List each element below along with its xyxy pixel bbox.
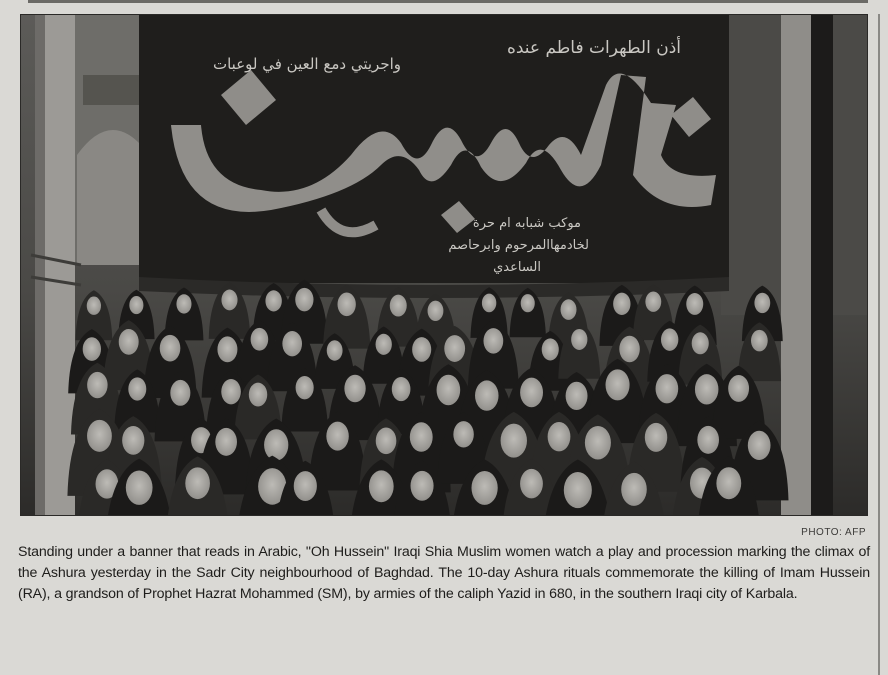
crowd-figure-face — [695, 374, 718, 404]
crowd-figure-face — [344, 375, 365, 403]
crowd-figure-face — [376, 334, 392, 355]
crowd-figure-face — [87, 297, 101, 315]
crowd-figure-face — [716, 467, 741, 499]
crowd-figure-face — [521, 294, 535, 312]
crowd-figure-face — [561, 299, 577, 320]
crowd-figure-face — [748, 431, 771, 460]
crowd-figure-face — [613, 293, 630, 315]
crowd-figure-face — [282, 331, 302, 356]
crowd-figure-face — [728, 375, 749, 402]
crowd-figure-face — [264, 429, 288, 460]
arch-left — [77, 130, 149, 265]
crowd-figure-face — [548, 422, 571, 451]
crowd-figure-face — [369, 470, 394, 502]
crowd-figure-face — [471, 471, 497, 505]
crowd-figure-face — [185, 467, 210, 499]
crowd-figure-face — [249, 383, 267, 407]
crowd-figure-face — [428, 301, 444, 321]
crowd-figure-face — [475, 380, 499, 410]
crowd-figure-face — [437, 375, 461, 406]
news-photo — [20, 14, 868, 516]
crowd-figure-face — [295, 288, 313, 312]
crowd-figure-face — [482, 294, 496, 313]
crowd-figure-face — [564, 472, 592, 508]
crowd-figure-face — [453, 421, 473, 447]
crowd-figure-face — [697, 426, 719, 454]
crowd-figure-face — [129, 296, 143, 314]
crowd-figure-face — [390, 295, 407, 317]
dark-cloth-right — [811, 15, 833, 515]
crowd-figure-face — [520, 378, 543, 408]
crowd-figure-face — [251, 328, 269, 351]
crowd-figure-face — [296, 376, 314, 399]
crowd-figure-face — [686, 293, 703, 315]
crowd-figure-face — [122, 426, 144, 455]
crowd-figure-face — [160, 335, 181, 362]
banner-bottom-line-3: الساعدي — [493, 260, 541, 275]
crowd-figure-face — [661, 328, 678, 350]
top-rule — [28, 0, 868, 3]
crowd-figure-face — [656, 374, 679, 403]
crowd-figure-face — [520, 469, 543, 498]
crowd-figure-face — [215, 428, 237, 456]
crowd-figure-face — [176, 294, 191, 313]
crowd-figure-face — [119, 329, 139, 355]
crowd-figure-face — [542, 338, 559, 360]
crowd — [67, 280, 788, 515]
banner-top-left-text: واجريتي دمع العين في لوعبات — [212, 55, 401, 73]
crowd-figure-face — [128, 377, 146, 400]
crowd-figure-face — [444, 335, 465, 362]
crowd-figure-face — [221, 379, 241, 404]
crowd-figure-face — [483, 328, 503, 353]
crowd-figure-face — [566, 382, 588, 410]
crowd-figure-face — [411, 471, 434, 501]
crowd-figure-face — [221, 290, 237, 311]
photo-illustration — [21, 15, 867, 515]
sign-left — [83, 75, 143, 105]
crowd-figure-face — [126, 470, 153, 504]
crowd-figure-face — [619, 336, 640, 362]
photo-credit: PHOTO: AFP — [801, 527, 866, 538]
crowd-figure-face — [294, 471, 317, 501]
crowd-figure-face — [87, 420, 112, 452]
crowd-figure-face — [412, 337, 431, 362]
crowd-figure-face — [265, 290, 281, 311]
crowd-figure-face — [621, 473, 647, 506]
crowd-figure-face — [645, 291, 661, 311]
banner-top-right-text: أذن الطهرات فاطم عنده — [506, 38, 681, 58]
crowd-figure-face — [327, 340, 343, 360]
crowd-figure-face — [87, 372, 107, 398]
crowd-figure-face — [692, 332, 709, 354]
banner-bottom-line-2: لخادمهاالمرحوم وابرحاصم — [448, 238, 589, 253]
crowd-figure-face — [751, 330, 768, 352]
crowd-figure-face — [571, 329, 587, 350]
crowd-figure-face — [501, 424, 527, 458]
crowd-figure-face — [410, 422, 433, 452]
crowd-figure-face — [83, 337, 101, 361]
crowd-figure-face — [585, 426, 611, 460]
crowd-figure-face — [326, 422, 348, 451]
photo-caption: Standing under a banner that reads in Arabic, "Oh Hussein" Iraqi Shia Muslim women watch a play and procession marking the climax of the Ashura yesterday in the Sadr City neighbourhood of Baghdad. The 10-day Ashura rituals commemorate the killing of Imam Hussein (RA), a grandson of Prophet Hazrat Mohammed (SM), by armies of the caliph Yazid in 680, in the southern Iraqi city of Karbala. — [18, 544, 870, 602]
crowd-figure-face — [392, 377, 411, 401]
crowd-figure-face — [606, 369, 630, 400]
banner-bottom-line-1: موكب شبابه ام حرة — [472, 216, 581, 231]
crowd-figure-face — [170, 380, 190, 406]
column-rule — [878, 14, 880, 675]
crowd-figure-face — [376, 428, 397, 455]
crowd-figure-face — [338, 293, 356, 317]
crowd-figure-face — [217, 336, 237, 362]
crowd-figure-face — [645, 423, 667, 452]
crowd-figure-face — [754, 293, 770, 313]
